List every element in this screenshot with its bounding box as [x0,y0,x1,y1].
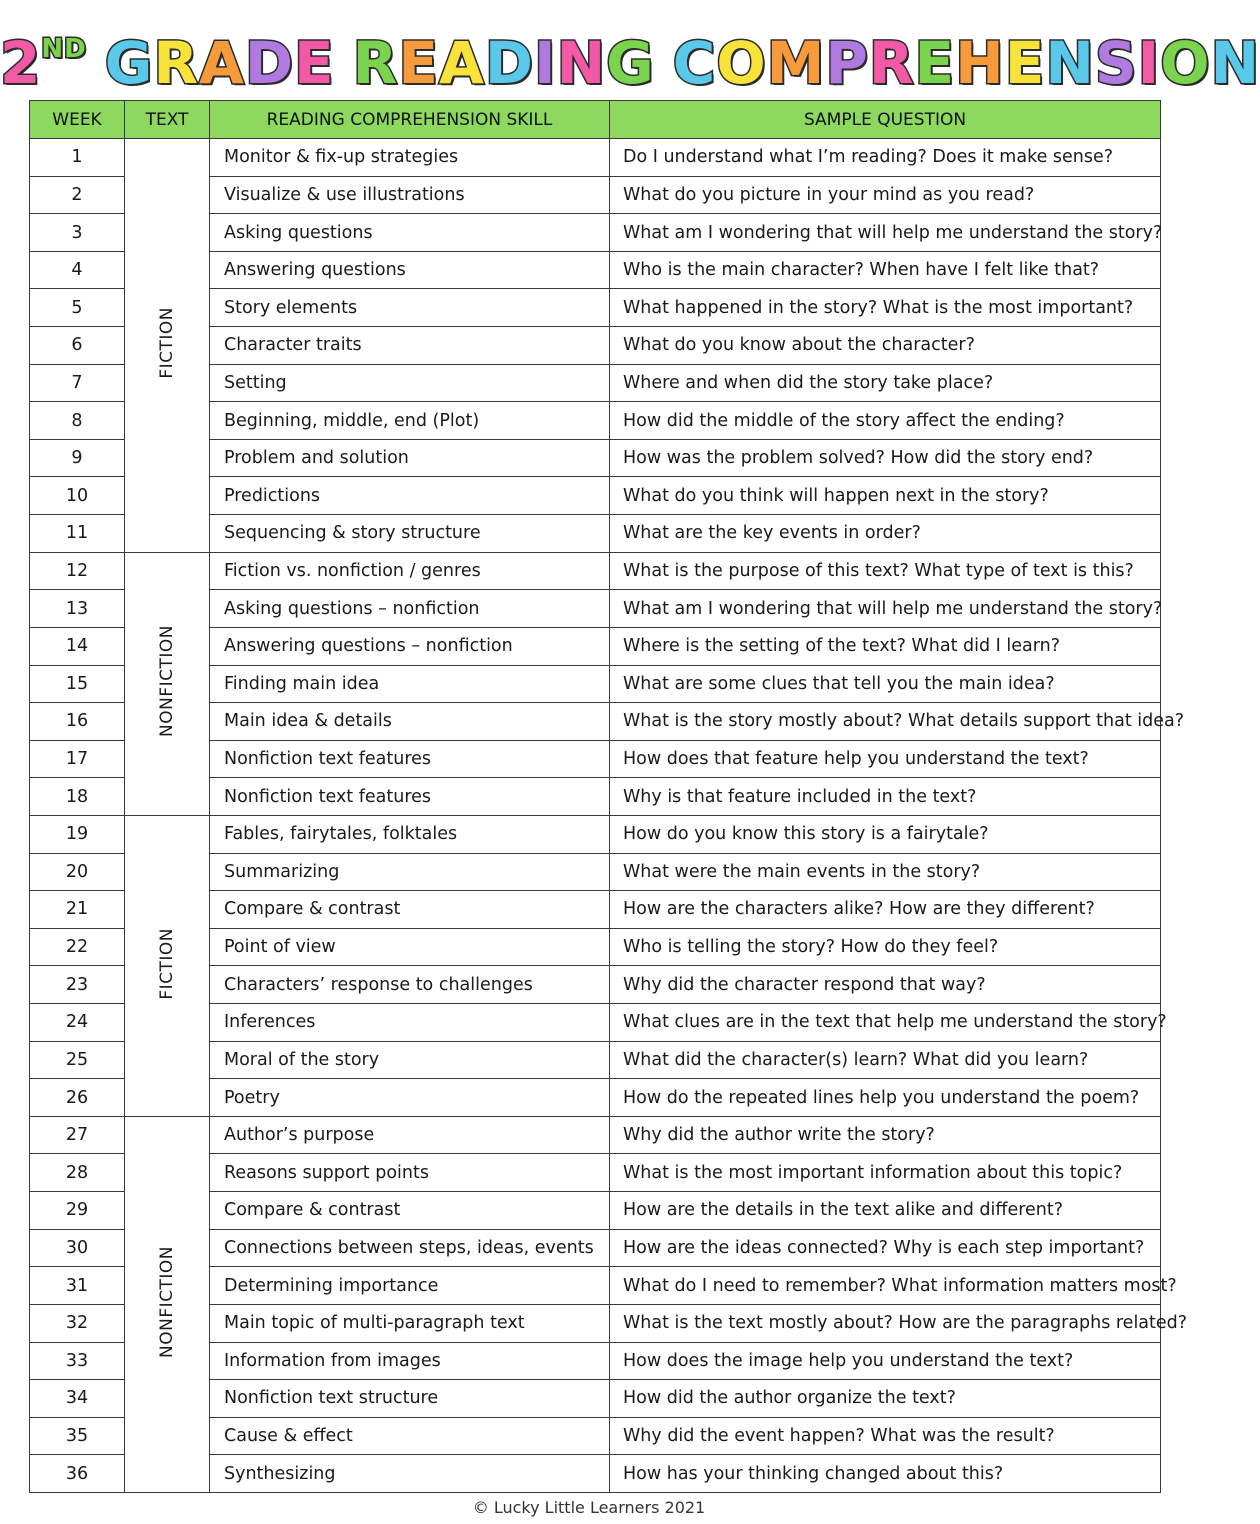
title-word: READING [352,29,655,97]
question-cell: What is the text mostly about? How are the paragraphs related? [610,1304,1161,1342]
question-cell: What am I wondering that will help me understand the story? [610,590,1161,628]
skill-cell: Compare & contrast [210,1192,610,1230]
week-cell: 1 [30,139,125,177]
question-cell: Why is that feature included in the text? [610,778,1161,816]
question-cell: What clues are in the text that help me understand the story? [610,1004,1161,1042]
skill-cell: Moral of the story [210,1041,610,1079]
question-cell: What is the purpose of this text? What type of text is this? [610,552,1161,590]
text-type-label: FICTION [157,927,177,1000]
header-text: TEXT [125,101,210,139]
question-cell: What do you think will happen next in the story? [610,477,1161,515]
skill-cell: Finding main idea [210,665,610,703]
week-cell: 9 [30,439,125,477]
week-cell: 30 [30,1229,125,1267]
week-cell: 16 [30,703,125,741]
skill-cell: Problem and solution [210,439,610,477]
week-cell: 7 [30,364,125,402]
question-cell: What were the main events in the story? [610,853,1161,891]
question-cell: What happened in the story? What is the most important? [610,289,1161,327]
skill-cell: Inferences [210,1004,610,1042]
question-cell: What is the story mostly about? What details support that idea? [610,703,1161,741]
week-cell: 27 [30,1116,125,1154]
text-type-label: NONFICTION [157,1245,177,1358]
week-cell: 4 [30,251,125,289]
question-cell: Where and when did the story take place? [610,364,1161,402]
table-row [30,1116,1161,1154]
week-cell: 15 [30,665,125,703]
skill-cell: Setting [210,364,610,402]
skill-cell: Nonfiction text features [210,740,610,778]
skill-cell: Compare & contrast [210,891,610,929]
week-cell: 11 [30,515,125,553]
skill-cell: Beginning, middle, end (Plot) [210,402,610,440]
header-week: WEEK [30,101,125,139]
skill-cell: Answering questions [210,251,610,289]
title-grade-superscript: ND [41,34,87,64]
skill-cell: Visualize & use illustrations [210,176,610,214]
week-cell: 34 [30,1380,125,1418]
week-cell: 5 [30,289,125,327]
question-cell: Who is the main character? When have I felt like that? [610,251,1161,289]
skill-cell: Summarizing [210,853,610,891]
week-cell: 12 [30,552,125,590]
table-row [30,815,1161,853]
skill-cell: Asking questions [210,214,610,252]
question-cell: How are the ideas connected? Why is each step important? [610,1229,1161,1267]
question-cell: How did the middle of the story affect the ending? [610,402,1161,440]
week-cell: 21 [30,891,125,929]
skill-cell: Character traits [210,327,610,365]
text-type-cell [125,552,210,815]
week-cell: 32 [30,1304,125,1342]
week-cell: 26 [30,1079,125,1117]
table-row [30,139,1161,177]
question-cell: Why did the character respond that way? [610,966,1161,1004]
skill-cell: Predictions [210,477,610,515]
question-cell: What are some clues that tell you the main idea? [610,665,1161,703]
skill-cell: Characters’ response to challenges [210,966,610,1004]
week-cell: 6 [30,327,125,365]
skill-cell: Asking questions – nonfiction [210,590,610,628]
question-cell: How has your thinking changed about this? [610,1455,1161,1493]
question-cell: What do I need to remember? What information matters most? [610,1267,1161,1305]
question-cell: What am I wondering that will help me understand the story? [610,214,1161,252]
question-cell: What do you know about the character? [610,327,1161,365]
week-cell: 29 [30,1192,125,1230]
skill-cell: Point of view [210,928,610,966]
copyright-footer: © Lucky Little Learners 2021 [472,1498,706,1517]
skill-cell: Information from images [210,1342,610,1380]
skill-cell: Author’s purpose [210,1116,610,1154]
week-cell: 28 [30,1154,125,1192]
week-cell: 22 [30,928,125,966]
text-type-cell [125,1116,210,1492]
question-cell: What is the most important information about this topic? [610,1154,1161,1192]
question-cell: How do the repeated lines help you understand the poem? [610,1079,1161,1117]
question-cell: Who is telling the story? How do they feel? [610,928,1161,966]
skill-cell: Fiction vs. nonfiction / genres [210,552,610,590]
skill-cell: Cause & effect [210,1417,610,1455]
week-cell: 2 [30,176,125,214]
week-cell: 33 [30,1342,125,1380]
title-word: GRADE [104,29,335,97]
question-cell: Do I understand what I’m reading? Does it make sense? [610,139,1161,177]
week-cell: 10 [30,477,125,515]
skill-cell: Story elements [210,289,610,327]
question-cell: Why did the author write the story? [610,1116,1161,1154]
question-cell: Where is the setting of the text? What did I learn? [610,627,1161,665]
skill-cell: Fables, fairytales, folktales [210,815,610,853]
question-cell: How are the details in the text alike and different? [610,1192,1161,1230]
week-cell: 23 [30,966,125,1004]
skill-cell: Synthesizing [210,1455,610,1493]
week-cell: 3 [30,214,125,252]
week-cell: 17 [30,740,125,778]
question-cell: What do you picture in your mind as you read? [610,176,1161,214]
week-cell: 36 [30,1455,125,1493]
title-grade-number: 2 [0,29,42,97]
skill-cell: Sequencing & story structure [210,515,610,553]
week-cell: 19 [30,815,125,853]
reading-comprehension-table [29,100,1188,1493]
week-cell: 31 [30,1267,125,1305]
week-cell: 8 [30,402,125,440]
table-header-row [30,101,1161,139]
text-type-label: FICTION [157,307,177,379]
question-cell: How are the characters alike? How are they different? [610,891,1161,929]
question-cell: Why did the event happen? What was the result? [610,1417,1161,1455]
text-type-cell [125,139,210,553]
skill-cell: Answering questions – nonfiction [210,627,610,665]
skill-cell: Main topic of multi-paragraph text [210,1304,610,1342]
question-cell: What are the key events in order? [610,515,1161,553]
question-cell: How does the image help you understand the text? [610,1342,1161,1380]
skill-cell: Nonfiction text structure [210,1380,610,1418]
table-row [30,552,1161,590]
skill-cell: Determining importance [210,1267,610,1305]
page-title [0,6,1260,97]
skill-cell: Connections between steps, ideas, events [210,1229,610,1267]
skill-cell: Monitor & fix-up strategies [210,139,610,177]
week-cell: 25 [30,1041,125,1079]
week-cell: 18 [30,778,125,816]
week-cell: 24 [30,1004,125,1042]
skill-cell: Reasons support points [210,1154,610,1192]
skill-cell: Main idea & details [210,703,610,741]
question-cell: How does that feature help you understand the text? [610,740,1161,778]
question-cell: How do you know this story is a fairytale? [610,815,1161,853]
header-question: SAMPLE QUESTION [610,101,1161,139]
text-type-label: NONFICTION [157,625,177,738]
skill-cell: Nonfiction text features [210,778,610,816]
week-cell: 20 [30,853,125,891]
week-cell: 14 [30,627,125,665]
week-cell: 35 [30,1417,125,1455]
title-word: COMPREHENSION [672,29,1260,97]
question-cell: How did the author organize the text? [610,1380,1161,1418]
question-cell: How was the problem solved? How did the story end? [610,439,1161,477]
question-cell: What did the character(s) learn? What did you learn? [610,1041,1161,1079]
header-skill: READING COMPREHENSION SKILL [210,101,610,139]
text-type-cell [125,815,210,1116]
skill-cell: Poetry [210,1079,610,1117]
week-cell: 13 [30,590,125,628]
